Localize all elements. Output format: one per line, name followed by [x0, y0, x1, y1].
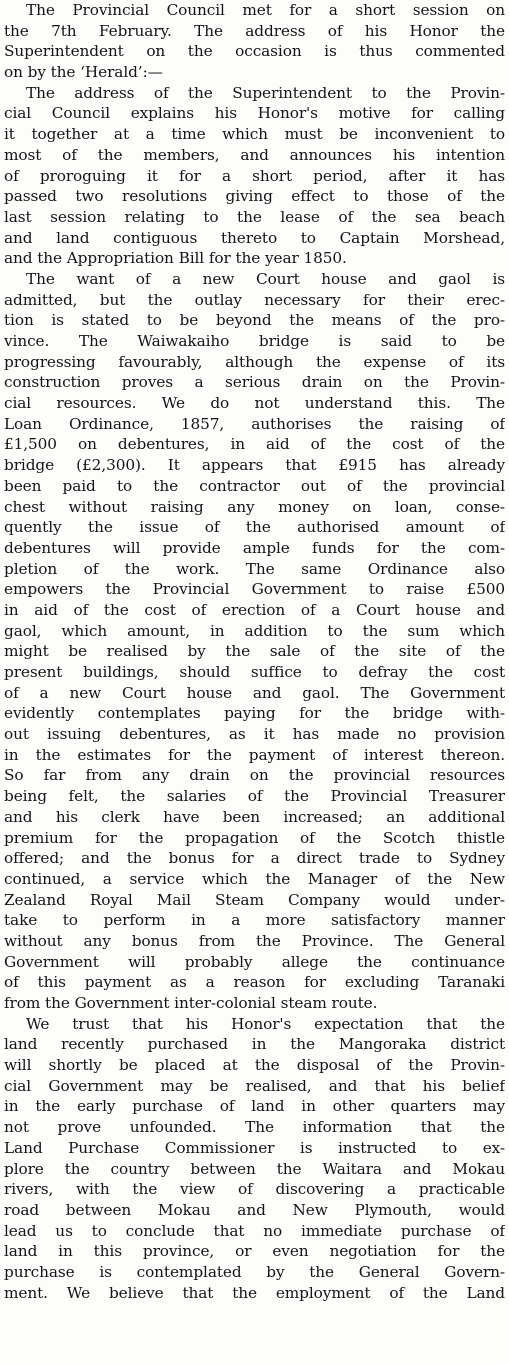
text-line: Superintendent on the occasion is thus commented	[4, 42, 505, 61]
text-line: chest without raising any money on loan, conse-	[4, 497, 505, 516]
text-line: road between Mokau and New Plymouth, would	[4, 1200, 505, 1219]
text-line: on by the ‘Herald’:—	[4, 63, 163, 82]
text-line: cial Government may be realised, and that his belief	[4, 1076, 505, 1095]
text-line: land recently purchased in the Mangoraka district	[4, 1035, 505, 1054]
text-line: in aid of the cost of erection of a Court house and	[4, 600, 505, 619]
text-line: We trust that his Honor's expectation that the	[26, 1014, 505, 1033]
text-line: construction proves a serious drain on the Provin-	[4, 373, 505, 392]
text-line: plore the country between the Waitara and Mokau	[4, 1159, 505, 1178]
text-line: lead us to conclude that no immediate purchase of	[4, 1221, 505, 1240]
text-line: been paid to the contractor out of the provincial	[4, 476, 505, 495]
text-line: The Provincial Council met for a short session on	[26, 1, 505, 19]
text-line: Land Purchase Commissioner is instructed to ex-	[4, 1138, 505, 1157]
text-line: not prove unfounded. The information that the	[4, 1118, 505, 1137]
text-line: Zealand Royal Mail Steam Company would under-	[4, 890, 505, 909]
text-line: The want of a new Court house and gaol is	[26, 269, 505, 288]
text-line: will shortly be placed at the disposal of the Provin-	[4, 1056, 505, 1075]
text-line: purchase is contemplated by the General Govern-	[4, 1262, 505, 1281]
text-line: cial Council explains his Honor's motive for calling	[4, 104, 505, 123]
text-line: So far from any drain on the provincial resources	[4, 766, 505, 785]
text-line: Loan Ordinance, 1857, authorises the raising of	[4, 414, 505, 433]
text-line: evidently contemplates paying for the bridge with-	[4, 704, 505, 723]
text-line: progressing favourably, although the expense of its	[4, 352, 505, 371]
text-line: cial resources. We do not understand this. The	[4, 394, 505, 413]
text-line: tion is stated to be beyond the means of the pro-	[4, 311, 505, 330]
text-line: Government will probably allege the continuance	[4, 952, 505, 971]
text-line: The address of the Superintendent to the Provin-	[26, 83, 505, 102]
text-line: without any bonus from the Province. The General	[4, 931, 505, 950]
text-line: of this payment as a reason for excluding Taranaki	[4, 973, 505, 992]
text-line: £1,500 on debentures, in aid of the cost of the	[4, 435, 505, 454]
text-line: debentures will provide ample funds for the com-	[4, 538, 505, 557]
text-line: gaol, which amount, in addition to the sum which	[4, 621, 505, 640]
text-line: premium for the propagation of the Scotch thistle	[4, 828, 505, 847]
text-line: it together at a time which must be inconvenient to	[4, 125, 505, 144]
text-line: ment. We believe that the employment of the Land	[4, 1283, 505, 1302]
text-line: being felt, the salaries of the Provincial Treasurer	[4, 787, 505, 806]
text-line: offered; and the bonus for a direct trade to Sydney	[4, 849, 505, 868]
text-line: out issuing debentures, as it has made no provision	[4, 725, 505, 744]
text-line: most of the members, and announces his intention	[4, 145, 505, 164]
text-line: might be realised by the sale of the site of the	[4, 642, 505, 661]
text-line: quently the issue of the authorised amount of	[4, 518, 505, 537]
text-line: pletion of the work. The same Ordinance also	[4, 559, 505, 578]
text-line: empowers the Provincial Government to raise £500	[4, 580, 505, 599]
text-line: and land contiguous thereto to Captain Morshead,	[4, 228, 505, 247]
text-line: and his clerk have been increased; an additional	[4, 807, 505, 826]
text-line: last session relating to the lease of the sea beach	[4, 207, 505, 226]
text-line: and the Appropriation Bill for the year 1850.	[4, 249, 347, 268]
text-line: bridge (£2,300). It appears that £915 has already	[4, 456, 505, 475]
text-line: vince. The Waiwakaiho bridge is said to be	[4, 332, 505, 350]
text-line: in the early purchase of land in other quarters may	[4, 1097, 505, 1116]
text-line: admitted, but the outlay necessary for their erec-	[4, 290, 505, 309]
text-line: passed two resolutions giving effect to those of the	[4, 187, 505, 206]
article-column	[4, 0, 505, 1303]
text-line: in the estimates for the payment of interest thereon.	[4, 745, 505, 764]
text-line: of a new Court house and gaol. The Government	[4, 683, 505, 702]
text-line: rivers, with the view of discovering a practicable	[4, 1180, 505, 1199]
text-line: land in this province, or even negotiation for the	[4, 1242, 505, 1261]
text-line: the 7th February. The address of his Honor the	[4, 21, 505, 40]
text-line: take to perform in a more satisfactory manner	[4, 911, 505, 930]
text-line: present buildings, should suffice to defray the cost	[4, 663, 505, 681]
text-line: from the Government inter-colonial steam route.	[4, 994, 378, 1012]
text-line: of proroguing it for a short period, after it has	[4, 166, 505, 185]
text-line: continued, a service which the Manager of the New	[4, 869, 505, 888]
